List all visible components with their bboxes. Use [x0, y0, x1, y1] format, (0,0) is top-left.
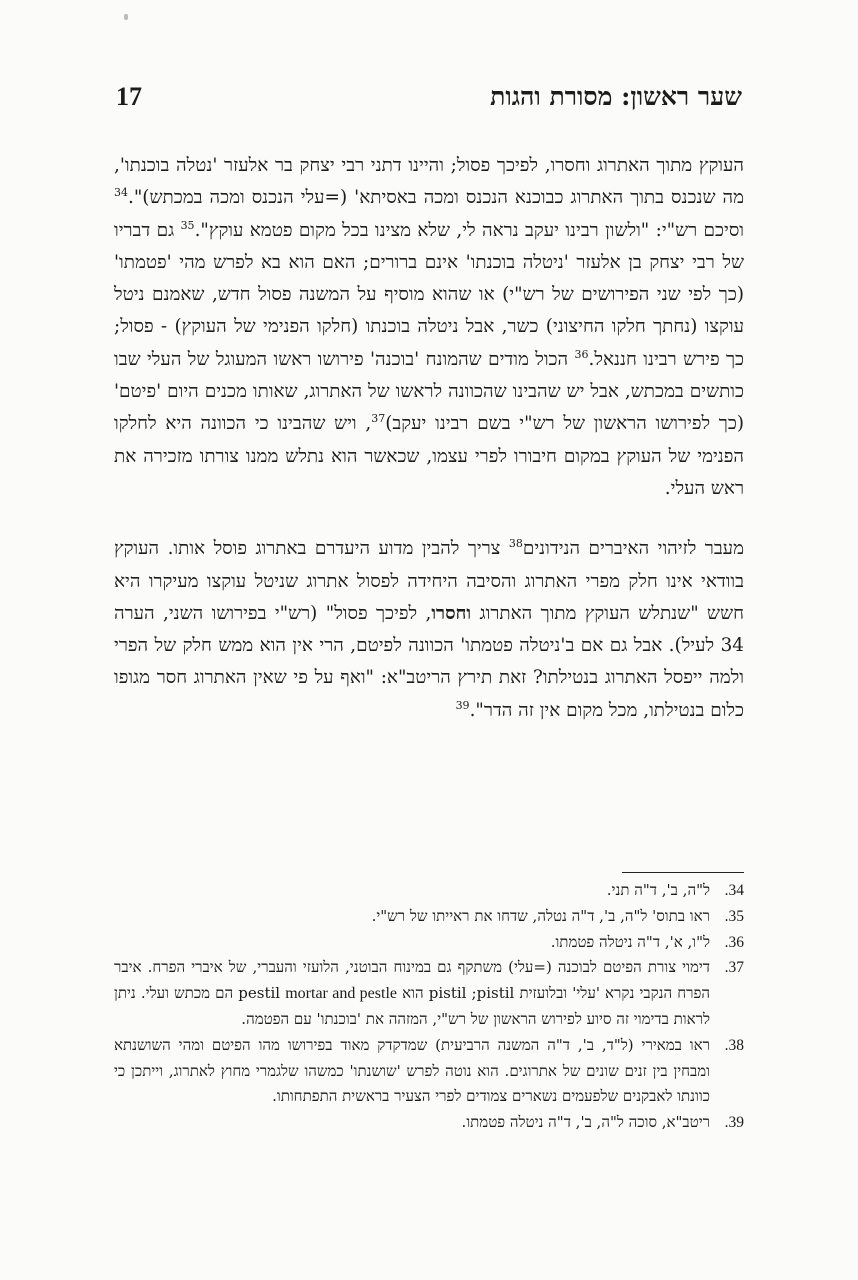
footnote-38: [114, 1033, 744, 1110]
footnote-number: 37.: [724, 959, 744, 977]
paragraph-2: [114, 533, 744, 727]
footnote-37-text-b: הם מכתש ועלי. ניתן לראות בדימוי זה סיוע לפירוש הראשון: [114, 984, 710, 1028]
footnote-ref-36[interactable]: 36: [574, 347, 589, 361]
main-text: [114, 150, 744, 727]
footnote-number: 36.: [724, 933, 744, 951]
footnote-text: ריטב"א, סוכה ל"ה, ב', ד"ה ניטלה פטמתו.: [461, 1113, 710, 1132]
paragraph-1-text-d: הכול מודים שהמונח 'בוכנה' פירושו ראשו המעוגל של העלי שבו כותשים במכתש, אבל יש שהבינו שהכוונה לראשו של האתרוג, שאותו מכנים היום 'פיטם' (כך לפירושו הראשון של רש"י בשם רבינו יעקב): [114, 348, 744, 435]
footnote-number: 35.: [724, 907, 744, 925]
footnote-37-text-c: של רש"י, המזהה את 'בוכנתו' עם הפטמה.: [241, 1009, 489, 1028]
page-speck: [124, 14, 128, 20]
page-number: 17: [116, 82, 142, 111]
paragraph-2-text-b: צריך להבין מדוע היעדרם באתרוג פוסל אותו. העוקץ בוודאי אינו חלק מפרי האתרוג והסיבה היחידה לפסול אתרוג שניטל עוקצו מעיקרו היא חשש "שנתלש העוקץ מתוך האתרוג: [114, 538, 744, 624]
footnote-text: ל"ה, ב', ד"ה תני.: [606, 881, 710, 899]
paragraph-1-text-e: , ויש שהבינו כי הכוונה היא לחלקו הפנימי של העוקץ במקום חיבורו לפרי עצמו, שכאשר הוא נתלש ממנו צורתו מזכירה את ראש העלי.: [114, 413, 744, 499]
footnote-text: [114, 955, 710, 1032]
footnote-37-text-a: דימוי צורת הפיטם לבוכנה (=עלי) משתקף גם במינוח הבוטני, הלועזי והעברי, של איברי הפרח. איבר הפרח הנקבי נקרא 'עלי' ובלועזית pistil ;pistil הוא pestil: [114, 958, 710, 1003]
footnote-ref-38[interactable]: 38: [508, 537, 523, 551]
footnote-37: [114, 955, 744, 1032]
footnote-text: ל"ו, א', ד"ה ניטלה פטמתו.: [550, 932, 710, 951]
footnote-ref-39[interactable]: 39: [455, 698, 470, 712]
paragraph-1-text-a: העוקץ מתוך האתרוג וחסרו, לפיכך פסול; והיינו דתני רבי יצחק בר אלעזר 'נטלה בוכנתו', מה שנכנס בתוך האתרוג כבוכנא הנכנס ומכה באסיתא' (=עלי הנכנס ומכה במכתש)".: [114, 155, 744, 209]
footnote-text: ראו בתוס' ל"ה, ב', ד"ה נטלה, שדחו את ראייתו של רש"י.: [371, 906, 710, 925]
footnote-36: [114, 930, 744, 956]
latin-term: mortar and pestle: [285, 985, 398, 1003]
paragraph-2-text-c: , לפיכך פסול" (רש"י בפירושו השני, הערה 34 לעיל). אבל גם אם ב'ניטלה פטמתו' הכוונה לפיטם, הרי אין הוא ממש חלק של הפרי ולמה ייפסל האתרוג בנטילתו? זאת תירץ הריטב"א: "ואף על פי שאין האתרוג חסר מגופו כלום בנטילתו, מכל מקום אין זה הדר".: [114, 602, 744, 721]
paragraph-1-text-b: וסיכם רש"י: "ולשון רבינו יעקב נראה לי, שלא מצינו בכל מקום פטמא עוקץ".: [194, 219, 744, 241]
footnote-text: ראו במאירי (ל"ד, ב', ד"ה המשנה הרביעית) שמדקדק מאוד בפירושו מהו הפיטם ומהי השושנתא ומבחין בין זנים שונים של אתרוגים. הוא נוטה לפרש 'שושנתו' כמשהו שלגמרי מחוץ לאתרוג, וייתכן כי כוונתו לאבקנים שלפעמים נשארים צמודים לפרי הצעיר בראשית התפתחותו.: [114, 1035, 710, 1106]
paragraph-1: [114, 150, 744, 505]
footnote-ref-34[interactable]: 34: [114, 186, 128, 200]
footnote-39: [114, 1110, 744, 1136]
paragraph-2-text-a: מעבר לזיהוי האיברים הנידונים: [522, 538, 744, 560]
footnote-number: 38.: [724, 1036, 744, 1054]
footnote-ref-37[interactable]: 37: [371, 412, 386, 426]
running-title: שער ראשון: מסורת והגות: [490, 82, 742, 111]
footnote-number: 39.: [724, 1114, 744, 1132]
page-header: [116, 82, 742, 112]
footnote-34: [114, 878, 744, 904]
bold-term: וחסרו: [431, 602, 472, 624]
footnote-35: [114, 904, 744, 930]
paragraph-1-text-c: גם דבריו של רבי יצחק בן אלעזר 'ניטלה בוכנתו' אינם ברורים; האם הוא בא לפרש מהי 'פטמתו' (כך לפי שני הפירושים של רש"י) או שהוא מוסיף על המשנה פסול חדש, שאמנם ניטל עוקצו (נחתך חלקו החיצוני) כשר, אבל ניטלה בוכנתו (חלקו הפנימי של העוקץ) - פסול; כך פירש רבינו חננאל.: [114, 219, 744, 370]
footnote-ref-35[interactable]: 35: [180, 218, 195, 232]
footnote-number: 34.: [724, 882, 744, 899]
footnotes: [114, 878, 744, 1136]
footnote-separator: [622, 872, 744, 873]
